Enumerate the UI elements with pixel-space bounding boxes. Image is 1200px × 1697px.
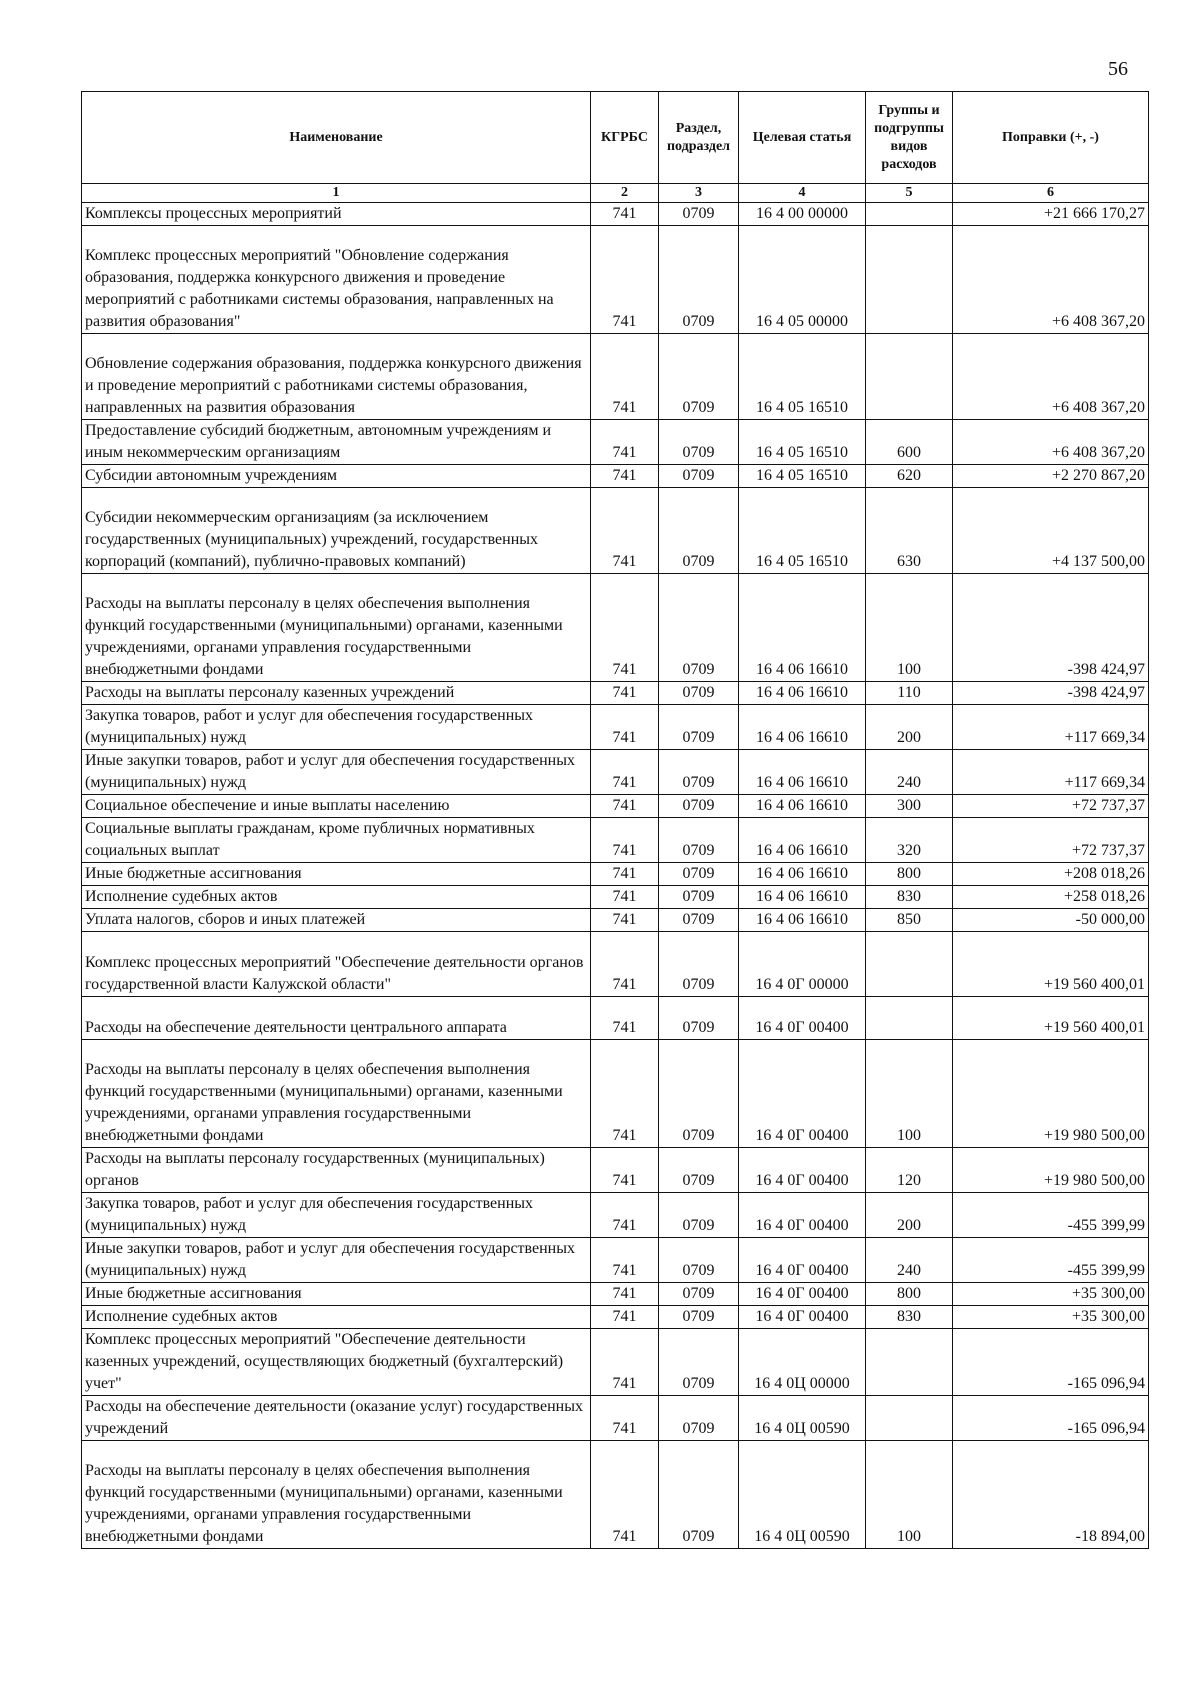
row-name: Комплекс процессных мероприятий "Обновление содержания образования, поддержка конкурсного движения и проведение мероприятий с работниками системы образования, направленных на развития образования" <box>82 226 591 334</box>
table-row <box>82 1193 1149 1238</box>
row-name: Исполнение судебных актов <box>82 886 591 909</box>
row-article: 16 4 06 16610 <box>739 682 866 705</box>
row-group: 630 <box>866 488 953 574</box>
table-row <box>82 795 1149 818</box>
row-name: Расходы на выплаты персоналу в целях обеспечения выполнения функций государственными (муниципальными) органами, казенными учреждениями, органами управления государственными внебюджетными фондами <box>82 574 591 682</box>
row-group: 240 <box>866 1238 953 1283</box>
row-section: 0709 <box>659 420 739 465</box>
row-kgrbs: 741 <box>591 420 659 465</box>
row-article: 16 4 06 16610 <box>739 886 866 909</box>
row-name: Иные закупки товаров, работ и услуг для обеспечения государственных (муниципальных) нужд <box>82 750 591 795</box>
row-section: 0709 <box>659 574 739 682</box>
row-group: 100 <box>866 574 953 682</box>
row-article: 16 4 06 16610 <box>739 818 866 863</box>
table-row <box>82 1238 1149 1283</box>
row-article: 16 4 06 16610 <box>739 795 866 818</box>
row-article: 16 4 0Г 00400 <box>739 1148 866 1193</box>
row-article: 16 4 0Г 00400 <box>739 1040 866 1148</box>
table-row <box>82 1396 1149 1441</box>
row-name: Расходы на выплаты персоналу в целях обеспечения выполнения функций государственными (муниципальными) органами, казенными учреждениями, органами управления государственными внебюджетными фондами <box>82 1441 591 1549</box>
table-row <box>82 909 1149 932</box>
row-kgrbs: 741 <box>591 1329 659 1396</box>
table-header-row <box>82 92 1149 184</box>
row-amount: -455 399,99 <box>953 1193 1149 1238</box>
row-amount: -165 096,94 <box>953 1329 1149 1396</box>
row-kgrbs: 741 <box>591 863 659 886</box>
row-name: Социальное обеспечение и иные выплаты населению <box>82 795 591 818</box>
row-article: 16 4 05 16510 <box>739 420 866 465</box>
row-amount: +117 669,34 <box>953 750 1149 795</box>
row-group <box>866 226 953 334</box>
row-group: 200 <box>866 1193 953 1238</box>
row-name: Расходы на выплаты персоналу казенных учреждений <box>82 682 591 705</box>
row-group: 800 <box>866 863 953 886</box>
header-kgrbs: КГРБС <box>591 92 659 184</box>
row-article: 16 4 06 16610 <box>739 909 866 932</box>
row-name: Субсидии некоммерческим организациям (за исключением государственных (муниципальных) учреждений, государственных корпораций (компаний), публично-правовых компаний) <box>82 488 591 574</box>
row-article: 16 4 00 00000 <box>739 203 866 226</box>
row-amount: +6 408 367,20 <box>953 420 1149 465</box>
row-name: Комплекс процессных мероприятий "Обеспечение деятельности органов государственной власти Калужской области" <box>82 932 591 997</box>
row-article: 16 4 0Г 00400 <box>739 1193 866 1238</box>
row-kgrbs: 741 <box>591 1148 659 1193</box>
row-name: Закупка товаров, работ и услуг для обеспечения государственных (муниципальных) нужд <box>82 705 591 750</box>
row-section: 0709 <box>659 1238 739 1283</box>
column-number: 3 <box>659 184 739 203</box>
row-group: 830 <box>866 1306 953 1329</box>
row-amount: +4 137 500,00 <box>953 488 1149 574</box>
row-section: 0709 <box>659 488 739 574</box>
header-article: Целевая статья <box>739 92 866 184</box>
column-number: 1 <box>82 184 591 203</box>
row-kgrbs: 741 <box>591 1238 659 1283</box>
row-kgrbs: 741 <box>591 334 659 420</box>
row-amount: -18 894,00 <box>953 1441 1149 1549</box>
row-name: Расходы на обеспечение деятельности центрального аппарата <box>82 997 591 1040</box>
row-group <box>866 932 953 997</box>
row-group: 600 <box>866 420 953 465</box>
row-amount: +208 018,26 <box>953 863 1149 886</box>
row-name: Иные бюджетные ассигнования <box>82 863 591 886</box>
row-group <box>866 1396 953 1441</box>
row-kgrbs: 741 <box>591 574 659 682</box>
row-section: 0709 <box>659 932 739 997</box>
row-group: 850 <box>866 909 953 932</box>
row-kgrbs: 741 <box>591 1283 659 1306</box>
row-group <box>866 1329 953 1396</box>
row-section: 0709 <box>659 465 739 488</box>
row-amount: +258 018,26 <box>953 886 1149 909</box>
row-article: 16 4 0Г 00400 <box>739 1306 866 1329</box>
row-kgrbs: 741 <box>591 886 659 909</box>
row-name: Иные бюджетные ассигнования <box>82 1283 591 1306</box>
row-section: 0709 <box>659 863 739 886</box>
row-article: 16 4 06 16610 <box>739 705 866 750</box>
table-row <box>82 705 1149 750</box>
row-article: 16 4 0Ц 00000 <box>739 1329 866 1396</box>
row-section: 0709 <box>659 1306 739 1329</box>
row-group <box>866 334 953 420</box>
row-kgrbs: 741 <box>591 682 659 705</box>
row-name: Иные закупки товаров, работ и услуг для обеспечения государственных (муниципальных) нужд <box>82 1238 591 1283</box>
row-section: 0709 <box>659 1283 739 1306</box>
row-article: 16 4 0Ц 00590 <box>739 1441 866 1549</box>
row-section: 0709 <box>659 334 739 420</box>
row-name: Комплексы процессных мероприятий <box>82 203 591 226</box>
row-article: 16 4 0Г 00400 <box>739 997 866 1040</box>
row-name: Уплата налогов, сборов и иных платежей <box>82 909 591 932</box>
column-number-row <box>82 184 1149 203</box>
row-article: 16 4 05 16510 <box>739 488 866 574</box>
row-amount: +19 560 400,01 <box>953 932 1149 997</box>
row-group: 800 <box>866 1283 953 1306</box>
row-group <box>866 203 953 226</box>
table-row <box>82 488 1149 574</box>
table-row <box>82 334 1149 420</box>
row-kgrbs: 741 <box>591 997 659 1040</box>
row-amount: +35 300,00 <box>953 1283 1149 1306</box>
row-name: Обновление содержания образования, поддержка конкурсного движения и проведение мероприятий с работниками системы образования, направленных на развития образования <box>82 334 591 420</box>
table-row <box>82 1329 1149 1396</box>
column-number: 4 <box>739 184 866 203</box>
row-section: 0709 <box>659 1441 739 1549</box>
row-amount: -455 399,99 <box>953 1238 1149 1283</box>
row-name: Предоставление субсидий бюджетным, автономным учреждениям и иным некоммерческим организациям <box>82 420 591 465</box>
row-group: 830 <box>866 886 953 909</box>
row-group: 620 <box>866 465 953 488</box>
table-row <box>82 574 1149 682</box>
table-row <box>82 203 1149 226</box>
table-row <box>82 1306 1149 1329</box>
row-name: Субсидии автономным учреждениям <box>82 465 591 488</box>
table-row <box>82 465 1149 488</box>
table-row <box>82 863 1149 886</box>
table-row <box>82 1040 1149 1148</box>
row-group <box>866 997 953 1040</box>
row-name: Комплекс процессных мероприятий "Обеспечение деятельности казенных учреждений, осуществляющих бюджетный (бухгалтерский) учет" <box>82 1329 591 1396</box>
row-article: 16 4 06 16610 <box>739 863 866 886</box>
row-kgrbs: 741 <box>591 1306 659 1329</box>
row-section: 0709 <box>659 1396 739 1441</box>
header-groups: Группы и подгруппы видов расходов <box>866 92 953 184</box>
row-kgrbs: 741 <box>591 750 659 795</box>
row-section: 0709 <box>659 705 739 750</box>
row-section: 0709 <box>659 1329 739 1396</box>
row-amount: +6 408 367,20 <box>953 334 1149 420</box>
row-article: 16 4 0Г 00000 <box>739 932 866 997</box>
row-section: 0709 <box>659 203 739 226</box>
row-group: 200 <box>866 705 953 750</box>
table-row <box>82 226 1149 334</box>
column-number: 6 <box>953 184 1149 203</box>
row-amount: +19 980 500,00 <box>953 1040 1149 1148</box>
row-article: 16 4 05 16510 <box>739 465 866 488</box>
row-amount: +35 300,00 <box>953 1306 1149 1329</box>
budget-amendments-table <box>81 91 1149 1549</box>
row-section: 0709 <box>659 1148 739 1193</box>
row-kgrbs: 741 <box>591 465 659 488</box>
row-group: 110 <box>866 682 953 705</box>
row-kgrbs: 741 <box>591 1193 659 1238</box>
table-row <box>82 682 1149 705</box>
page-number: 56 <box>1108 58 1128 80</box>
row-article: 16 4 0Г 00400 <box>739 1283 866 1306</box>
row-amount: +21 666 170,27 <box>953 203 1149 226</box>
header-name: Наименование <box>82 92 591 184</box>
table-row <box>82 932 1149 997</box>
row-kgrbs: 741 <box>591 203 659 226</box>
row-section: 0709 <box>659 818 739 863</box>
row-article: 16 4 06 16610 <box>739 750 866 795</box>
row-group: 120 <box>866 1148 953 1193</box>
row-amount: +6 408 367,20 <box>953 226 1149 334</box>
row-amount: +19 980 500,00 <box>953 1148 1149 1193</box>
row-amount: +19 560 400,01 <box>953 997 1149 1040</box>
row-name: Расходы на обеспечение деятельности (оказание услуг) государственных учреждений <box>82 1396 591 1441</box>
row-group: 300 <box>866 795 953 818</box>
header-amount: Поправки (+, -) <box>953 92 1149 184</box>
row-amount: -165 096,94 <box>953 1396 1149 1441</box>
row-kgrbs: 741 <box>591 909 659 932</box>
row-section: 0709 <box>659 1193 739 1238</box>
row-kgrbs: 741 <box>591 1441 659 1549</box>
table-row <box>82 997 1149 1040</box>
row-kgrbs: 741 <box>591 818 659 863</box>
row-amount: -50 000,00 <box>953 909 1149 932</box>
row-kgrbs: 741 <box>591 1040 659 1148</box>
table-row <box>82 1283 1149 1306</box>
row-section: 0709 <box>659 682 739 705</box>
row-article: 16 4 0Ц 00590 <box>739 1396 866 1441</box>
row-article: 16 4 0Г 00400 <box>739 1238 866 1283</box>
column-number: 2 <box>591 184 659 203</box>
row-amount: +2 270 867,20 <box>953 465 1149 488</box>
row-amount: +72 737,37 <box>953 818 1149 863</box>
row-kgrbs: 741 <box>591 488 659 574</box>
row-name: Расходы на выплаты персоналу в целях обеспечения выполнения функций государственными (муниципальными) органами, казенными учреждениями, органами управления государственными внебюджетными фондами <box>82 1040 591 1148</box>
table-row <box>82 420 1149 465</box>
row-group: 320 <box>866 818 953 863</box>
row-group: 100 <box>866 1441 953 1549</box>
row-section: 0709 <box>659 997 739 1040</box>
row-kgrbs: 741 <box>591 705 659 750</box>
row-name: Социальные выплаты гражданам, кроме публичных нормативных социальных выплат <box>82 818 591 863</box>
table-row <box>82 1441 1149 1549</box>
row-section: 0709 <box>659 909 739 932</box>
row-amount: -398 424,97 <box>953 682 1149 705</box>
row-name: Закупка товаров, работ и услуг для обеспечения государственных (муниципальных) нужд <box>82 1193 591 1238</box>
row-group: 100 <box>866 1040 953 1148</box>
row-name: Исполнение судебных актов <box>82 1306 591 1329</box>
table-row <box>82 750 1149 795</box>
row-section: 0709 <box>659 226 739 334</box>
table-row <box>82 1148 1149 1193</box>
row-kgrbs: 741 <box>591 795 659 818</box>
table-row <box>82 886 1149 909</box>
row-kgrbs: 741 <box>591 226 659 334</box>
row-section: 0709 <box>659 750 739 795</box>
row-name: Расходы на выплаты персоналу государственных (муниципальных) органов <box>82 1148 591 1193</box>
row-section: 0709 <box>659 886 739 909</box>
table-row <box>82 818 1149 863</box>
row-article: 16 4 05 00000 <box>739 226 866 334</box>
row-kgrbs: 741 <box>591 932 659 997</box>
row-section: 0709 <box>659 1040 739 1148</box>
table-body <box>82 203 1149 1549</box>
row-section: 0709 <box>659 795 739 818</box>
row-article: 16 4 05 16510 <box>739 334 866 420</box>
row-kgrbs: 741 <box>591 1396 659 1441</box>
row-amount: -398 424,97 <box>953 574 1149 682</box>
row-amount: +72 737,37 <box>953 795 1149 818</box>
column-number: 5 <box>866 184 953 203</box>
row-group: 240 <box>866 750 953 795</box>
row-amount: +117 669,34 <box>953 705 1149 750</box>
header-section: Раздел, подраздел <box>659 92 739 184</box>
row-article: 16 4 06 16610 <box>739 574 866 682</box>
